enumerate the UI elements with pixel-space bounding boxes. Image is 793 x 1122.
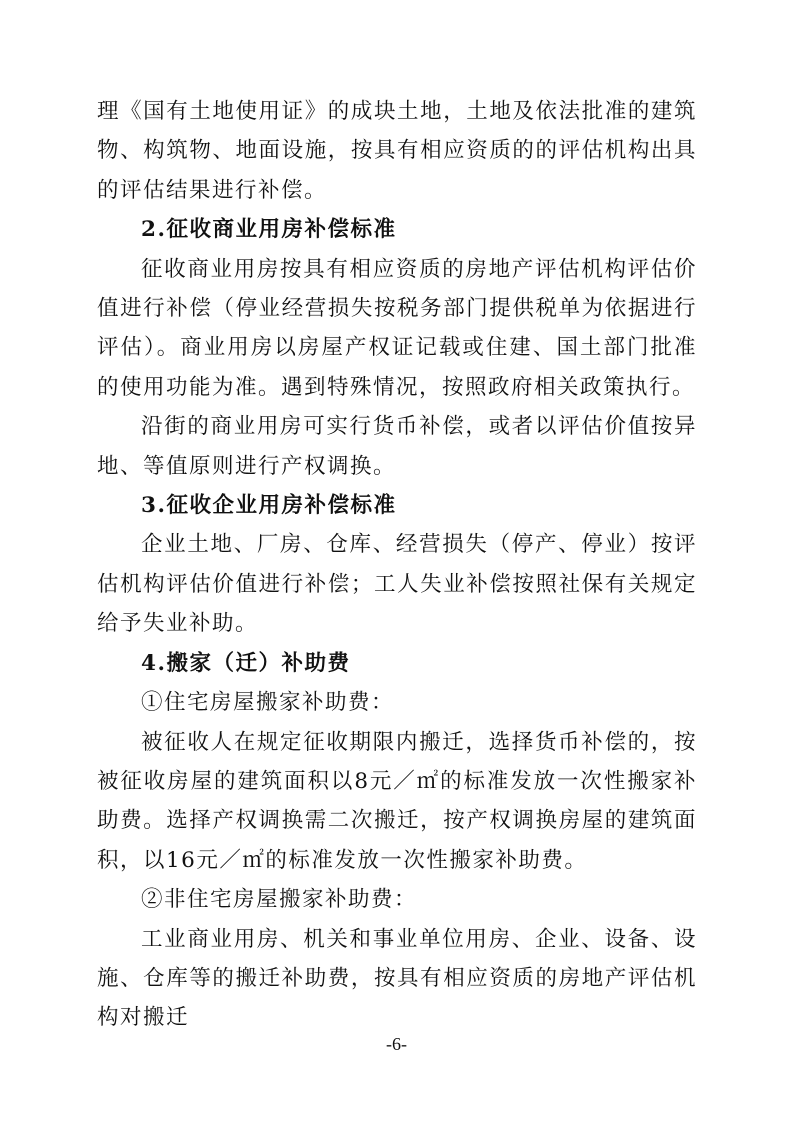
body-paragraph: ①住宅房屋搬家补助费： bbox=[141, 690, 395, 716]
document-body bbox=[97, 92, 697, 1038]
body-paragraph: 理《国有土地使用证》的成块土地，土地及依法批准的建筑物、构筑物、地面设施，按具有相应资质的的评估机构出具的评估结果进行补偿。 bbox=[97, 99, 697, 203]
body-paragraph: 沿街的商业用房可实行货币补偿，或者以评估价值按异地、等值原则进行产权调换。 bbox=[97, 414, 697, 479]
page-number: -6- bbox=[386, 1034, 407, 1054]
body-paragraph: 被征收人在规定征收期限内搬迁，选择货币补偿的，按被征收房屋的建筑面积以8元／㎡的标准发放一次性搬家补助费。选择产权调换需二次搬迁，按产权调换房屋的建筑面积，以16元／㎡的标准发放一次性搬家补助费。 bbox=[97, 729, 697, 873]
body-paragraph: 企业土地、厂房、仓库、经营损失（停产、停业）按评估机构评估价值进行补偿；工人失业补偿按照社保有关规定给予失业补助。 bbox=[97, 532, 697, 637]
body-paragraph: ②非住宅房屋搬家补助费： bbox=[141, 887, 418, 913]
body-paragraph: 工业商业用房、机关和事业单位用房、企业、设备、设施、仓库等的搬迁补助费，按具有相应资质的房地产评估机构对搬迁 bbox=[97, 926, 697, 1031]
section-heading: 3.征收企业用房补偿标准 bbox=[141, 493, 397, 519]
section-heading: 4.搬家（迁）补助费 bbox=[141, 650, 351, 676]
section-heading: 2.征收商业用房补偿标准 bbox=[141, 217, 397, 243]
body-paragraph: 征收商业用房按具有相应资质的房地产评估机构评估价值进行补偿（停业经营损失按税务部门提供税单为依据进行评估）。商业用房以房屋产权证记载或住建、国土部门批准的使用功能为准。遇到特殊情况，按照政府相关政策执行。 bbox=[97, 256, 697, 400]
